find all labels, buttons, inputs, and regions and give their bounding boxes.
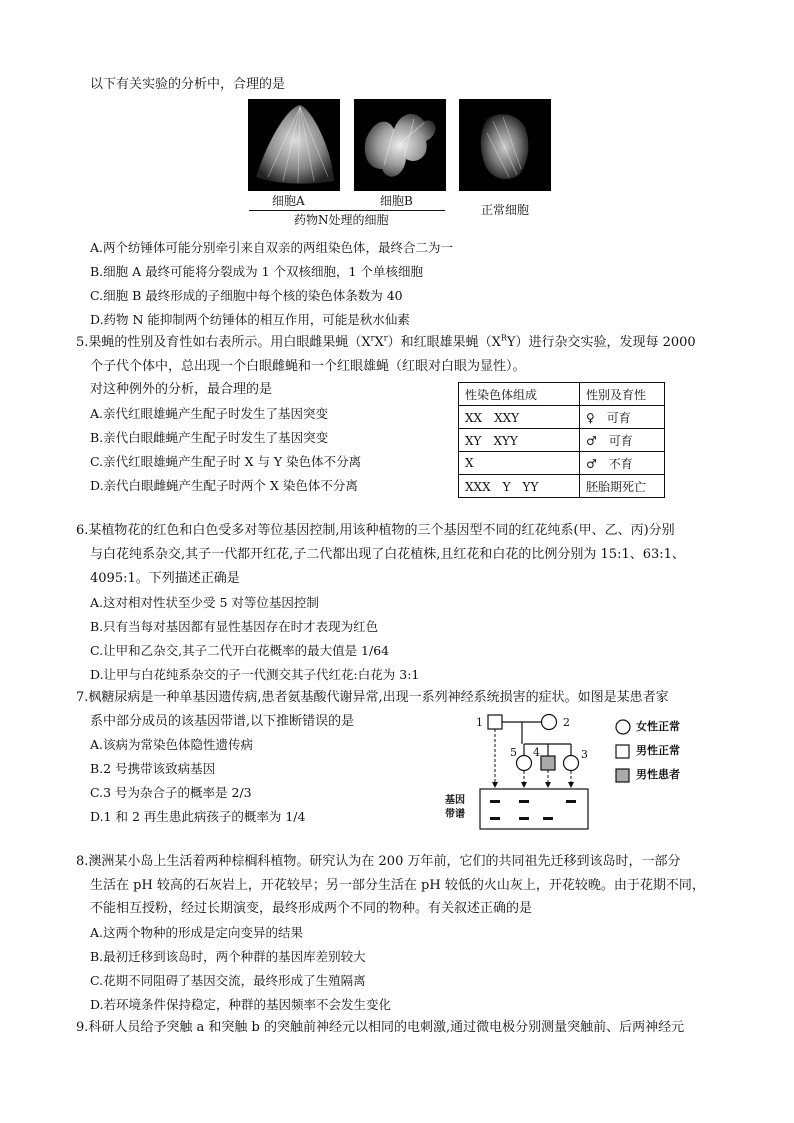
table-row [459, 452, 665, 475]
table-cell: 胚胎期死亡 [580, 475, 665, 498]
table-header-row [459, 383, 665, 406]
table-cell: ♂ 不育 [580, 452, 665, 475]
table-header: 性染色体组成 [459, 383, 580, 406]
q6-stem-line3: 4095:1。下列描述正确是 [90, 571, 240, 586]
q5-option-c: C.亲代红眼雄蝇产生配子时 X 与 Y 染色体不分离 [90, 454, 362, 469]
cell-a-image [248, 99, 340, 191]
q4-option-c: C.细胞 B 最终形成的子细胞中每个核的染色体条数为 40 [90, 288, 403, 303]
q5-stem-line3: 对这种例外的分析，最合理的是 [90, 382, 273, 397]
legend-female-normal: 女性正常 [636, 720, 680, 733]
figure-group-label: 药物N处理的细胞 [294, 213, 389, 227]
q4-option-a: A.两个纺锤体可能分别牵引来自双亲的两组染色体，最终合二为一 [90, 240, 454, 255]
q7-stem-line2: 系中部分成员的该基因带谱,以下推断错误的是 [90, 714, 355, 729]
q8-option-c: C.花期不同阻碍了基因交流，最终形成了生殖隔离 [90, 973, 366, 988]
pedigree-number-1: 1 [476, 716, 483, 729]
q8-stem-line3: 不能相互授粉，经过长期演变，最终形成两个不同的物种。有关叙述正确的是 [90, 901, 533, 916]
q7-option-b: B.2 号携带该致病基因 [90, 761, 216, 776]
cell-a-label: 细胞A [272, 194, 305, 208]
table-cell: XXX Y YY [459, 475, 580, 498]
table-row [459, 406, 665, 429]
legend-male-normal: 男性正常 [636, 744, 680, 757]
pedigree-figure [440, 708, 710, 833]
q9-stem-line1: 9.科研人员给予突触 a 和突触 b 的突触前神经元以相同的电刺激,通过微电极分别测量突触前、后两神经元 [76, 1020, 685, 1035]
q6-option-a: A.这对相对性状至少受 5 对等位基因控制 [90, 595, 319, 610]
q8-stem-line2: 生活在 pH 较高的石灰岩上，开花较早；另一部分生活在 pH 较低的火山灰上，开花较晚。由于花期不同， [90, 878, 705, 893]
q5-option-d: D.亲代白眼雌蝇产生配子时两个 X 染色体不分离 [90, 478, 358, 493]
pedigree-number-4: 4 [533, 746, 540, 759]
q6-option-b: B.只有当每对基因都有显性基因存在时才表现为红色 [90, 619, 379, 634]
q7-option-d: D.1 和 2 再生患此病孩子的概率为 1/4 [90, 809, 306, 824]
band-label-1: 基因 [445, 795, 465, 806]
q8-option-b: B.最初迁移到该岛时，两个种群的基因库差别较大 [90, 949, 366, 964]
sex-chromosome-table [458, 382, 665, 498]
q5-stem-line2: 个子代个体中，总出现一个白眼雌蝇和一个红眼雄蝇（红眼对白眼为显性）。 [90, 359, 526, 374]
q7-stem-line1: 7.枫糖尿病是一种单基因遗传病,患者氨基酸代谢异常,出现一系列神经系统损害的症状。如图是某患者家 [76, 690, 669, 705]
q4-stem: 以下有关实验的分析中，合理的是 [90, 77, 286, 92]
q4-option-d: D.药物 N 能抑制两个纺锤体的相互作用，可能是秋水仙素 [90, 312, 410, 327]
q8-option-d: D.若环境条件保持稳定，种群的基因频率不会发生变化 [90, 997, 392, 1012]
q8-stem-line1: 8.澳洲某小岛上生活着两种棕榈科植物。研究认为在 200 万年前，它们的共同祖先迁移到该岛时，一部分 [76, 854, 681, 869]
cell-b-image [354, 99, 446, 191]
normal-cell-image [459, 99, 551, 191]
cell-b-label: 细胞B [380, 194, 413, 208]
table-cell: XX XXY [459, 406, 580, 429]
q5-option-b: B.亲代白眼雌蝇产生配子时发生了基因突变 [90, 430, 329, 445]
q5-stem-line1: 5.果蝇的性别及育性如右表所示。用白眼雌果蝇$(X^rX^r)$和红眼雄果蝇$(X^RY)$进行杂交实验，发现每 2000 [76, 333, 696, 350]
q6-stem-line1: 6.某植物花的红色和白色受多对等位基因控制,用该种植物的三个基因型不同的红花纯系(甲、乙、丙)分别 [76, 523, 675, 538]
q6-option-c: C.让甲和乙杂交,其子二代开白花概率的最大值是 1/64 [90, 643, 390, 658]
normal-cell-label: 正常细胞 [481, 203, 530, 217]
q4-option-b: B.细胞 A 最终可能将分裂成为 1 个双核细胞，1 个单核细胞 [90, 264, 423, 279]
legend-male-affected: 男性患者 [636, 768, 680, 781]
table-cell: ♀ 可育 [580, 406, 665, 429]
table-row [459, 429, 665, 452]
pedigree-number-2: 2 [563, 716, 570, 729]
q7-option-a: A.该病为常染色体隐性遗传病 [90, 737, 254, 752]
q8-option-a: A.这两个物种的形成是定向变异的结果 [90, 925, 304, 940]
table-cell: ♂ 可育 [580, 429, 665, 452]
q7-option-c: C.3 号为杂合子的概率是 2/3 [90, 785, 252, 800]
pedigree-number-5: 5 [510, 746, 517, 759]
q6-option-d: D.让甲与白花纯系杂交的子一代测交其子代红花:白花为 3:1 [90, 667, 420, 682]
table-cell: XY XYY [459, 429, 580, 452]
q5-option-a: A.亲代红眼雄蝇产生配子时发生了基因突变 [90, 406, 329, 421]
q6-stem-line2: 与白花纯系杂交,其子一代都开红花,子二代都出现了白花植株,且红花和白花的比例分别为 15:1、63:1、 [90, 547, 685, 562]
pedigree-number-3: 3 [581, 748, 588, 761]
table-row [459, 475, 665, 498]
table-cell: X [459, 452, 580, 475]
band-label-2: 带谱 [445, 809, 465, 820]
table-header: 性别及育性 [580, 383, 665, 406]
